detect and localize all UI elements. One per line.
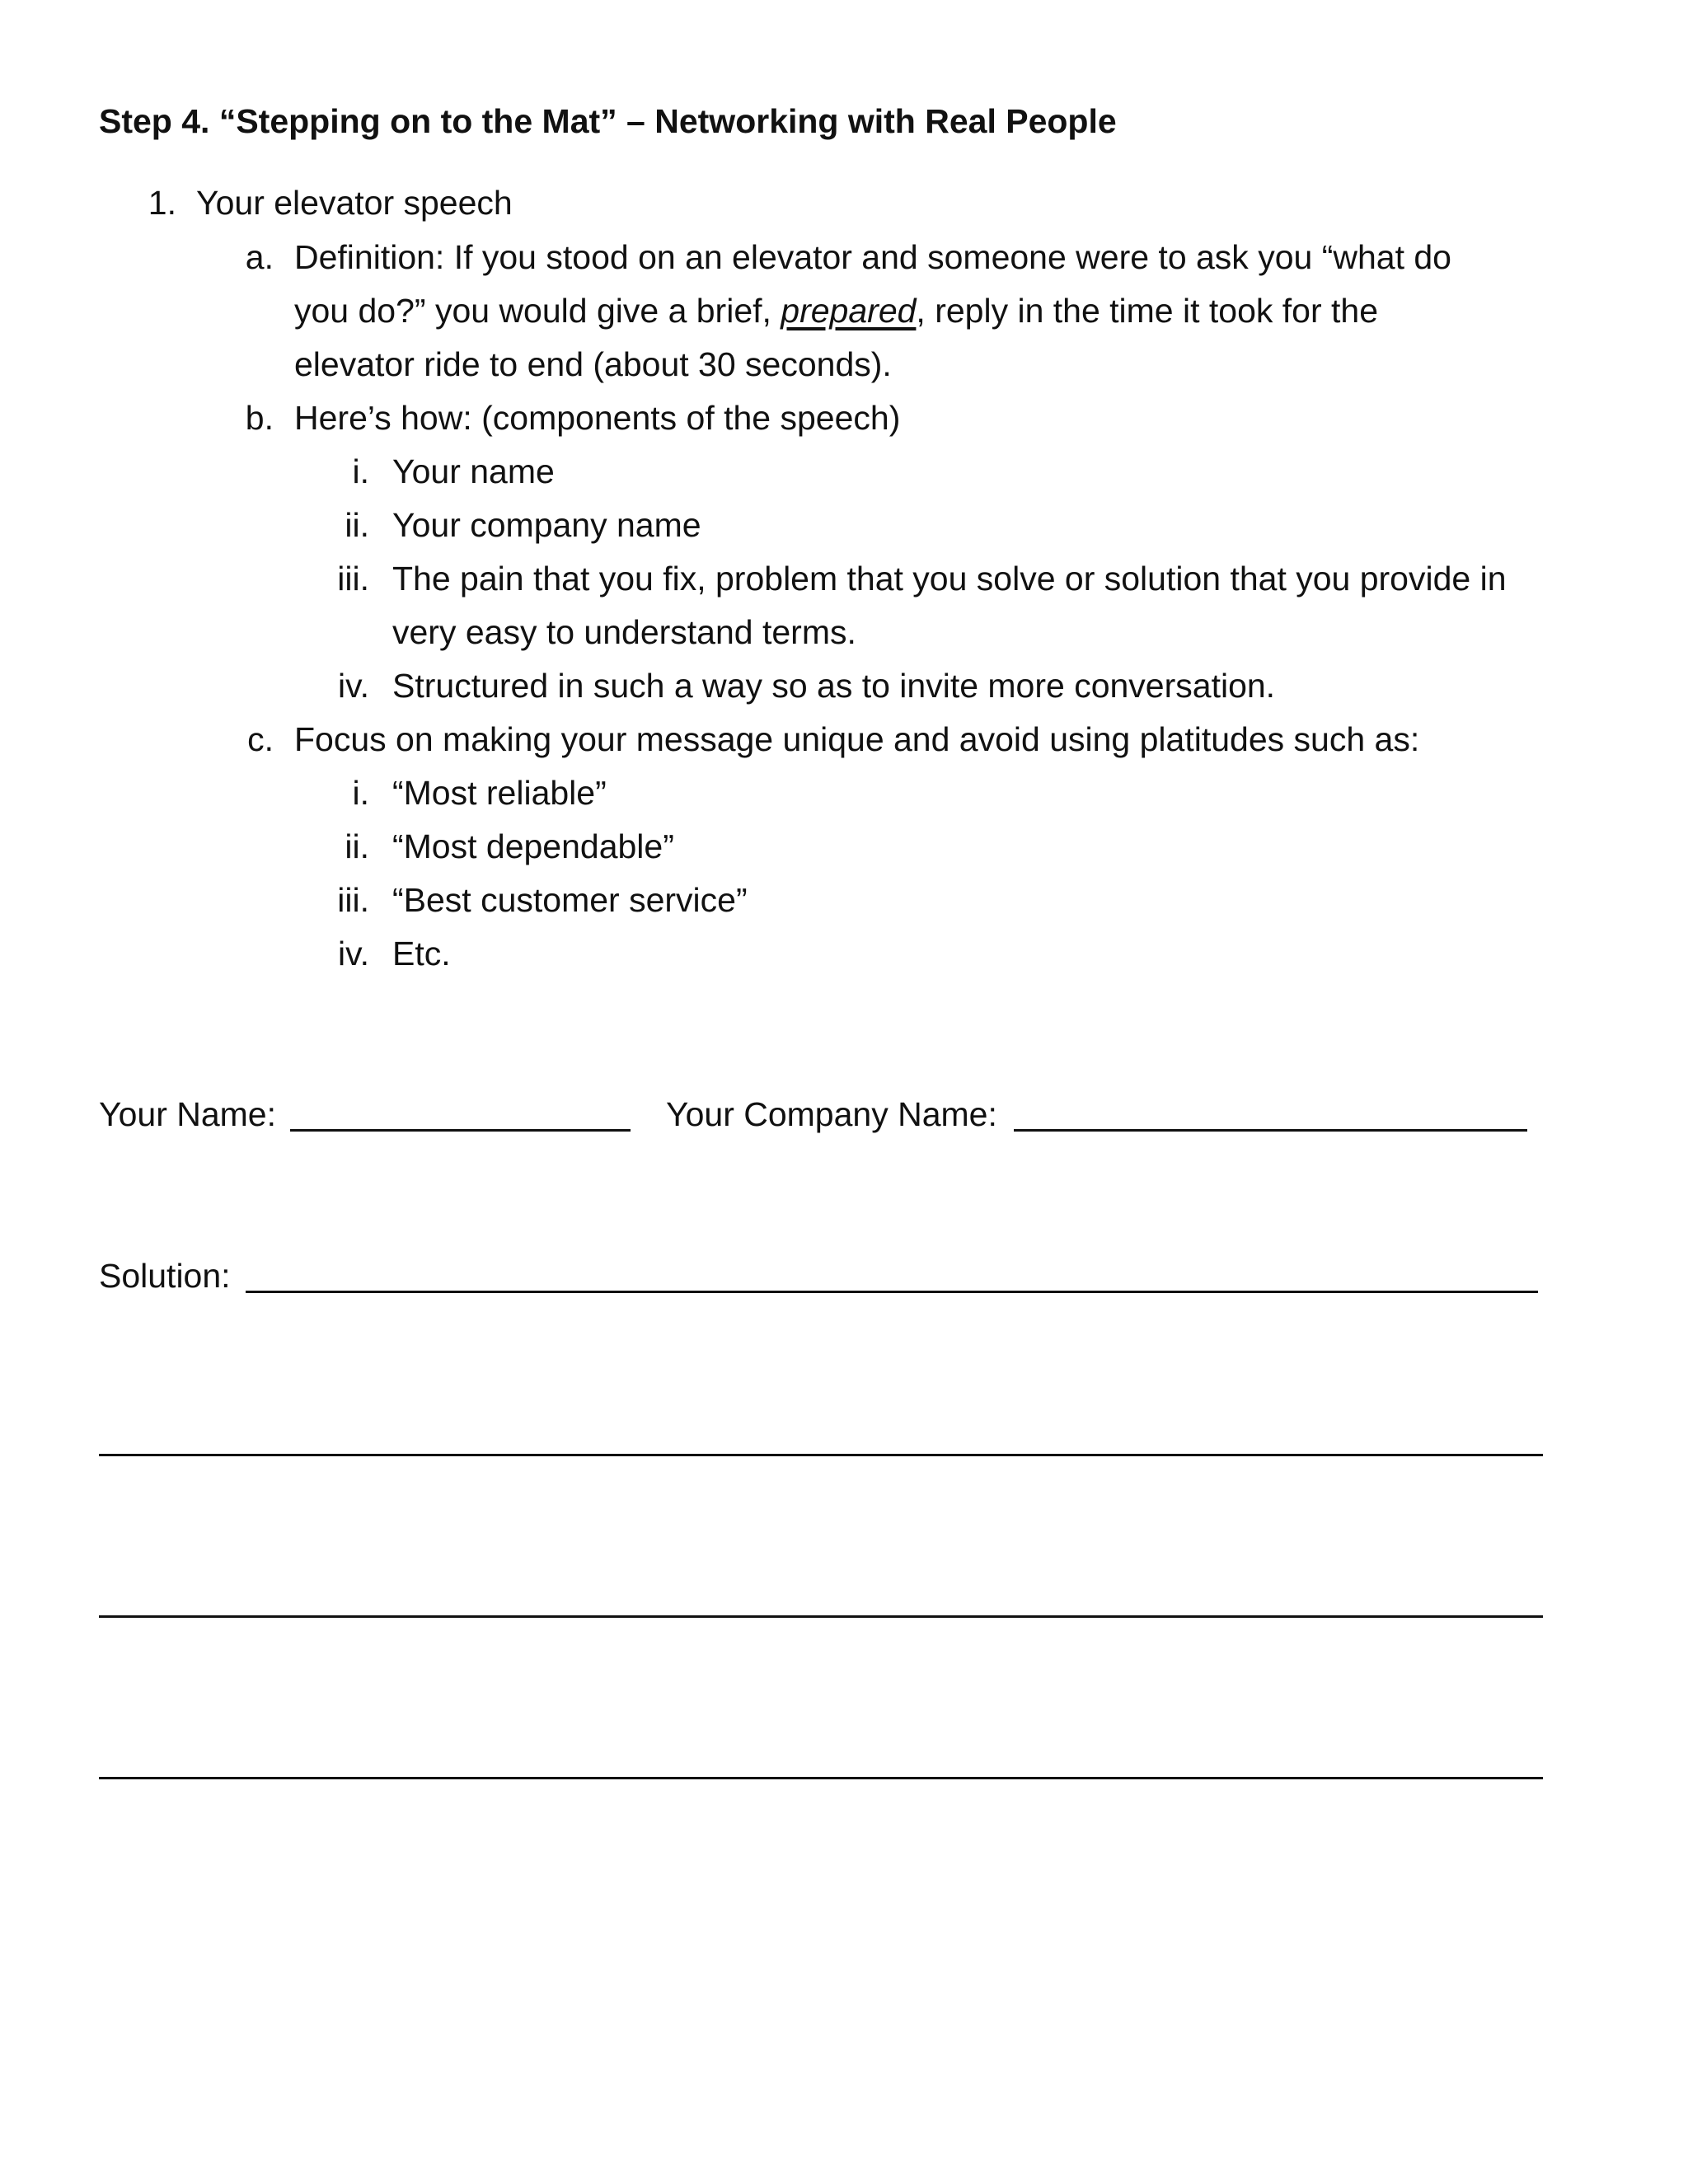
- list-marker-b-ii: ii.: [345, 506, 369, 544]
- platitude-most-dependable: “Most dependable”: [392, 827, 674, 865]
- component-company-name: Your company name: [392, 506, 701, 544]
- component-pain-line-1: The pain that you fix, problem that you solve or solution that you provide in: [392, 560, 1507, 598]
- definition-line-1: Definition: If you stood on an elevator and someone were to ask you “what do: [294, 238, 1451, 276]
- definition-line-2-start: you do?” you would give a brief,: [294, 292, 781, 330]
- solution-blank-line-3[interactable]: [99, 1615, 1543, 1618]
- your-name-label: Your Name:: [99, 1095, 276, 1133]
- prepared-emphasis: prepared: [781, 292, 917, 330]
- company-name-blank[interactable]: [1014, 1129, 1527, 1132]
- platitude-best-customer-service: “Best customer service”: [392, 881, 748, 919]
- component-pain-line-2: very easy to understand terms.: [392, 613, 856, 651]
- solution-label: Solution:: [99, 1257, 231, 1295]
- list-marker-c-iv: iv.: [338, 935, 369, 972]
- platitude-most-reliable: “Most reliable”: [392, 774, 607, 812]
- list-marker-a: a.: [245, 238, 274, 276]
- your-name-blank[interactable]: [290, 1129, 631, 1132]
- solution-blank-line-4[interactable]: [99, 1777, 1543, 1779]
- definition-line-3: elevator ride to end (about 30 seconds).: [294, 345, 892, 383]
- component-your-name: Your name: [392, 452, 555, 490]
- list-marker-c-i: i.: [352, 774, 369, 812]
- list-item-elevator-speech: Your elevator speech: [196, 184, 513, 222]
- step-heading: Step 4. “Stepping on to the Mat” – Networking with Real People: [99, 102, 1117, 140]
- platitude-etc: Etc.: [392, 935, 451, 972]
- definition-line-2-end: , reply in the time it took for the: [916, 292, 1379, 330]
- list-marker-1: 1.: [148, 184, 176, 222]
- solution-blank-line-2[interactable]: [99, 1454, 1543, 1456]
- solution-blank-line-1[interactable]: [246, 1291, 1538, 1293]
- list-marker-b: b.: [245, 399, 274, 437]
- list-marker-c-ii: ii.: [345, 827, 369, 865]
- focus-text: Focus on making your message unique and avoid using platitudes such as:: [294, 720, 1420, 758]
- list-marker-b-i: i.: [352, 452, 369, 490]
- list-marker-b-iii: iii.: [337, 560, 369, 598]
- component-structured: Structured in such a way so as to invite more conversation.: [392, 667, 1276, 705]
- list-marker-c-iii: iii.: [337, 881, 369, 919]
- company-name-label: Your Company Name:: [666, 1095, 997, 1133]
- list-marker-c: c.: [247, 720, 274, 758]
- list-marker-b-iv: iv.: [338, 667, 369, 705]
- definition-line-2: [294, 294, 1378, 328]
- heres-how-text: Here’s how: (components of the speech): [294, 399, 901, 437]
